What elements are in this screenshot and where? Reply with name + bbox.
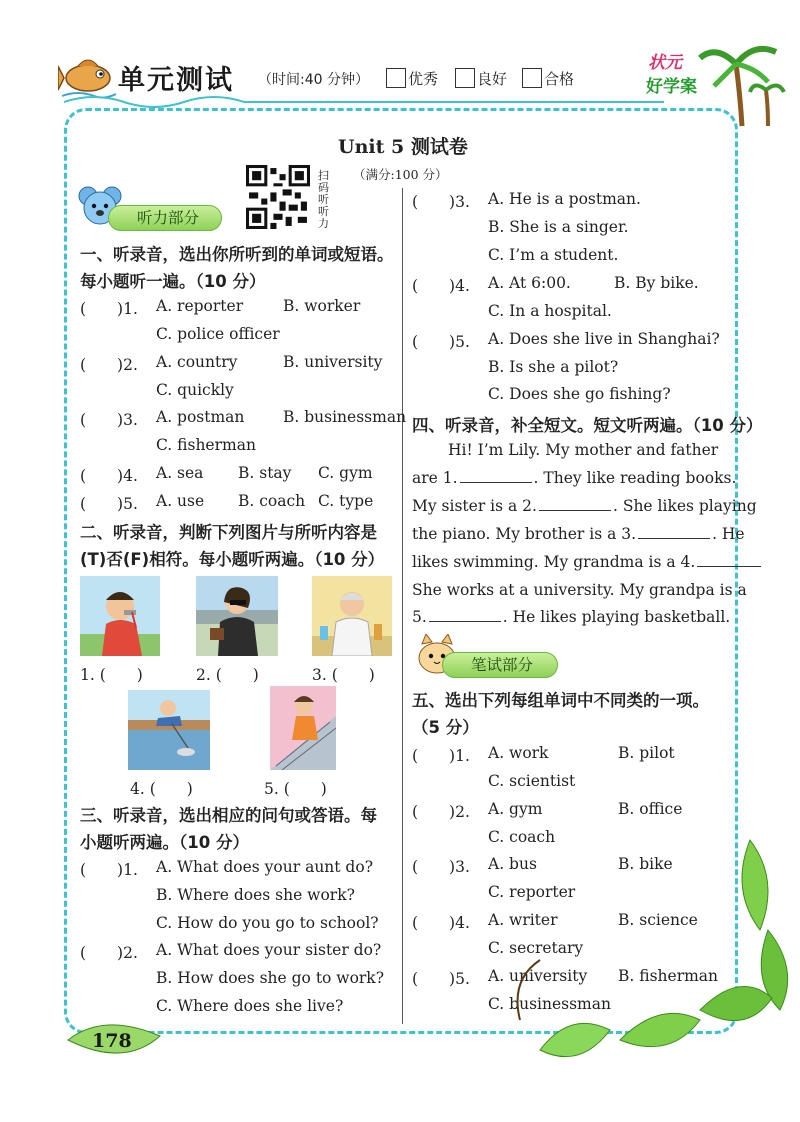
picture-5-answer[interactable]: 5. ( ) xyxy=(264,780,327,798)
grade-checkbox-excellent[interactable] xyxy=(386,68,406,88)
picture-4-answer[interactable]: 4. ( ) xyxy=(130,780,193,798)
leaves-decoration-icon xyxy=(510,820,800,1080)
picture-2-answer[interactable]: 2. ( ) xyxy=(196,666,259,684)
grade-label-excellent: 优秀 xyxy=(408,70,439,88)
qr-code-icon[interactable] xyxy=(246,165,310,229)
s5-q4-option-b: B. science xyxy=(618,911,698,929)
s3-q1-option-c: C. How do you go to school? xyxy=(156,914,379,932)
s3-q3-option-b: B. She is a singer. xyxy=(488,218,629,236)
s5-q1-number[interactable]: ( )1. xyxy=(412,747,470,765)
section1-heading: 一、听录音，选出你所听到的单词或短语。 xyxy=(80,245,394,264)
s3-q3-number[interactable]: ( )3. xyxy=(412,193,470,211)
s3-q5-number[interactable]: ( )5. xyxy=(412,333,470,351)
s1-q5-number[interactable]: ( )5. xyxy=(80,495,138,513)
s1-q4-option-a: A. sea xyxy=(156,464,204,482)
s3-q1-option-b: B. Where does she work? xyxy=(156,886,355,904)
full-score: （满分:100 分） xyxy=(353,167,448,182)
s3-q5-option-b: B. Is she a pilot? xyxy=(488,358,619,376)
picture-1-whistle xyxy=(80,576,160,656)
section5-heading: 五、选出下列每组单词中不同类的一项。 xyxy=(412,691,709,710)
s1-q4-option-b: B. stay xyxy=(238,464,292,482)
s3-q4-option-b: B. By bike. xyxy=(614,274,699,292)
picture-4-fishing xyxy=(128,690,210,770)
blank-2[interactable] xyxy=(539,510,611,511)
s1-q4-number[interactable]: ( )4. xyxy=(80,467,138,485)
s3-q1-number[interactable]: ( )1. xyxy=(80,861,138,879)
section3-heading: 小题听两遍。（10 分） xyxy=(80,833,249,852)
blank-1[interactable] xyxy=(460,482,532,483)
s5-q5-option-b: B. fisherman xyxy=(618,967,719,985)
s3-q2-number[interactable]: ( )2. xyxy=(80,944,138,962)
s5-q2-option-c: C. coach xyxy=(488,828,556,846)
s1-q3-number[interactable]: ( )3. xyxy=(80,411,138,429)
s1-q1-option-b: B. worker xyxy=(283,297,361,315)
passage-line: 5. . He likes playing basketball. xyxy=(412,608,731,626)
writing-part-badge: 笔试部分 xyxy=(442,652,558,678)
grade-checkbox-good[interactable] xyxy=(455,68,475,88)
s1-q3-option-b: B. businessman xyxy=(283,408,407,426)
grade-label-good: 良好 xyxy=(477,70,508,88)
section2-heading: (T)否(F)相符。每小题听两遍。（10 分） xyxy=(80,550,385,569)
s1-q2-option-a: A. country xyxy=(156,353,238,371)
s5-q3-option-a: A. bus xyxy=(488,855,537,873)
s1-q1-number[interactable]: ( )1. xyxy=(80,300,138,318)
s3-q4-option-a: A. At 6:00. xyxy=(488,274,571,292)
brand-bottom: 好学案 xyxy=(646,77,697,97)
passage-line: My sister is a 2. . She likes playing xyxy=(412,497,757,515)
s5-q4-number[interactable]: ( )4. xyxy=(412,914,470,932)
s1-q2-option-b: B. university xyxy=(283,353,383,371)
s5-q1-option-a: A. work xyxy=(488,744,549,762)
s1-q1-option-c: C. police officer xyxy=(156,325,280,343)
s1-q2-option-c: C. quickly xyxy=(156,381,234,399)
s3-q5-option-c: C. Does she go fishing? xyxy=(488,385,671,403)
qr-caption: 扫码听听力 xyxy=(318,169,329,230)
s5-q3-number[interactable]: ( )3. xyxy=(412,858,470,876)
s5-q1-option-b: B. pilot xyxy=(618,744,675,762)
s5-q3-option-c: C. reporter xyxy=(488,883,576,901)
s5-q2-number[interactable]: ( )2. xyxy=(412,803,470,821)
s1-q2-number[interactable]: ( )2. xyxy=(80,356,138,374)
blank-5[interactable] xyxy=(429,621,501,622)
s3-q2-option-a: A. What does your sister do? xyxy=(156,941,382,959)
s1-q5-option-a: A. use xyxy=(156,492,205,510)
s5-q5-option-a: A. university xyxy=(488,967,588,985)
s5-q3-option-b: B. bike xyxy=(618,855,673,873)
passage-line: likes swimming. My grandma is a 4. xyxy=(412,553,763,571)
s3-q4-number[interactable]: ( )4. xyxy=(412,277,470,295)
time-note: （时间:40 分钟） xyxy=(258,72,369,88)
picture-5-stairs xyxy=(270,686,336,770)
s3-q4-option-c: C. In a hospital. xyxy=(488,302,612,320)
section4-heading: 四、听录音，补全短文。短文听两遍。（10 分） xyxy=(412,416,763,435)
s5-q5-number[interactable]: ( )5. xyxy=(412,970,470,988)
s5-q4-option-a: A. writer xyxy=(488,911,558,929)
blank-4[interactable] xyxy=(697,566,761,567)
passage-line: are 1. . They like reading books. xyxy=(412,469,737,487)
passage-line: Hi! I’m Lily. My mother and father xyxy=(448,441,719,459)
s1-q3-option-c: C. fisherman xyxy=(156,436,256,454)
brand-top: 状元 xyxy=(648,53,682,73)
s5-q4-option-c: C. secretary xyxy=(488,939,584,957)
s3-q1-option-a: A. What does your aunt do? xyxy=(156,858,373,876)
picture-1-answer[interactable]: 1. ( ) xyxy=(80,666,143,684)
s5-q5-option-c: C. businessman xyxy=(488,995,611,1013)
section2-heading: 二、听录音，判断下列图片与所听内容是 xyxy=(80,523,377,542)
passage-line: the piano. My brother is a 3. . He xyxy=(412,525,745,543)
picture-2-woman xyxy=(196,576,278,656)
s1-q1-option-a: A. reporter xyxy=(156,297,244,315)
section1-heading: 每小题听一遍。（10 分） xyxy=(80,272,266,291)
section5-heading: （5 分） xyxy=(412,718,479,737)
s5-q2-option-a: A. gym xyxy=(488,800,543,818)
s3-q5-option-a: A. Does she live in Shanghai? xyxy=(488,330,720,348)
s3-q2-option-b: B. How does she go to work? xyxy=(156,969,385,987)
s1-q5-option-c: C. type xyxy=(318,492,374,510)
listening-part-badge: 听力部分 xyxy=(108,205,222,231)
picture-3-answer[interactable]: 3. ( ) xyxy=(312,666,375,684)
section-title: 单元测试 xyxy=(118,65,234,96)
test-title: Unit 5 测试卷 xyxy=(338,136,468,158)
section3-heading: 三、听录音，选出相应的问句或答语。每 xyxy=(80,806,377,825)
s3-q3-option-a: A. He is a postman. xyxy=(488,190,641,208)
s1-q4-option-c: C. gym xyxy=(318,464,373,482)
s5-q2-option-b: B. office xyxy=(618,800,683,818)
s3-q3-option-c: C. I’m a student. xyxy=(488,246,619,264)
header-wave-divider xyxy=(64,92,664,108)
s1-q5-option-b: B. coach xyxy=(238,492,306,510)
grade-label-pass: 合格 xyxy=(544,70,575,88)
grade-checkbox-pass[interactable] xyxy=(522,68,542,88)
s3-q2-option-c: C. Where does she live? xyxy=(156,997,344,1015)
s1-q3-option-a: A. postman xyxy=(156,408,245,426)
blank-3[interactable] xyxy=(638,538,710,539)
passage-line: She works at a university. My grandpa is a xyxy=(412,581,747,599)
picture-3-scientist xyxy=(312,576,392,656)
s5-q1-option-c: C. scientist xyxy=(488,772,576,790)
column-divider xyxy=(402,188,403,1024)
page-number: 178 xyxy=(92,1030,132,1052)
